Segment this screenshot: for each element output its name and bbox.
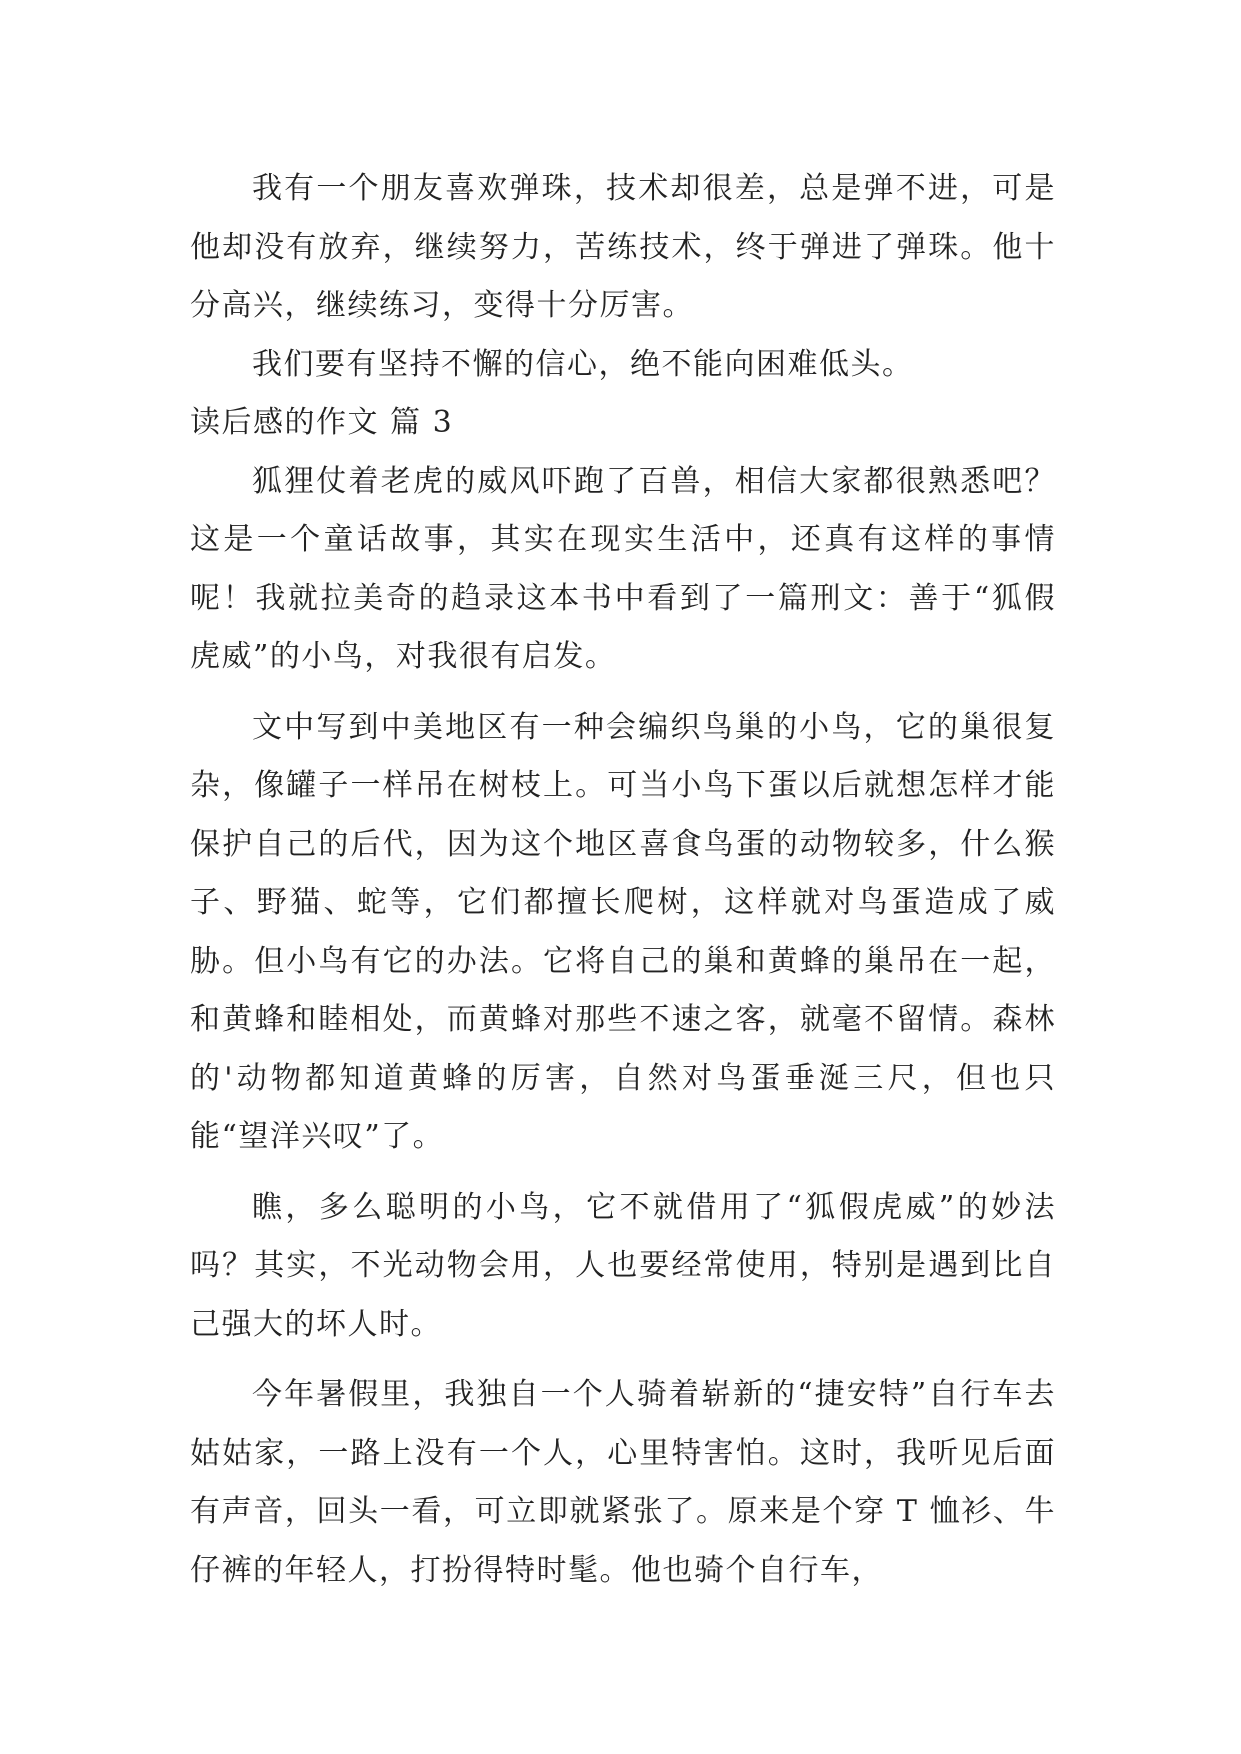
paragraph-clever-bird: 瞧，多么聪明的小鸟，它不就借用了“狐假虎威”的妙法吗？其实，不光动物会用，人也要经常使用，特别是遇到比自己强大的坏人时。	[190, 1189, 1056, 1342]
paragraph-perseverance: 我们要有坚持不懈的信心，绝不能向困难低头。	[252, 346, 914, 382]
paragraph-bird-nest: 文中写到中美地区有一种会编织鸟巢的小鸟，它的巢很复杂，像罐子一样吊在树枝上。可当小鸟下蛋以后就想怎样才能保护自己的后代，因为这个地区喜食鸟蛋的动物较多，什么猴子、野猫、蛇等，它们都擅长爬树，这样就对鸟蛋造成了威胁。但小鸟有它的办法。它将自己的巢和黄蜂的巢吊在一起，和黄蜂和睦相处，而黄蜂对那些不速之客，就毫不留情。森林的'动物都知道黄蜂的厉害，自然对鸟蛋垂涎三尺，但也只能“望洋兴叹”了。	[190, 709, 1056, 1154]
paragraph-fox-tiger: 狐狸仗着老虎的威风吓跑了百兽，相信大家都很熟悉吧？这是一个童话故事，其实在现实生活中，还真有这样的事情呢！我就拉美奇的趋录这本书中看到了一篇刑文：善于“狐假虎威”的小鸟，对我很有启发。	[190, 463, 1056, 674]
paragraph-marbles-friend: 我有一个朋友喜欢弹珠，技术却很差，总是弹不进，可是他却没有放弃，继续努力，苦练技术，终于弹进了弹珠。他十分高兴，继续练习，变得十分厉害。	[190, 171, 1056, 323]
section-heading: 读后感的作文 篇 3	[190, 405, 454, 440]
paragraph-summer-ride: 今年暑假里，我独自一个人骑着崭新的“捷安特”自行车去姑姑家，一路上没有一个人，心里特害怕。这时，我听见后面有声音，回头一看，可立即就紧张了。原来是个穿 T 恤衫、牛仔裤的年轻人，打扮得特时髦。他也骑个自行车，	[190, 1377, 1056, 1588]
document-page	[190, 160, 1056, 1600]
